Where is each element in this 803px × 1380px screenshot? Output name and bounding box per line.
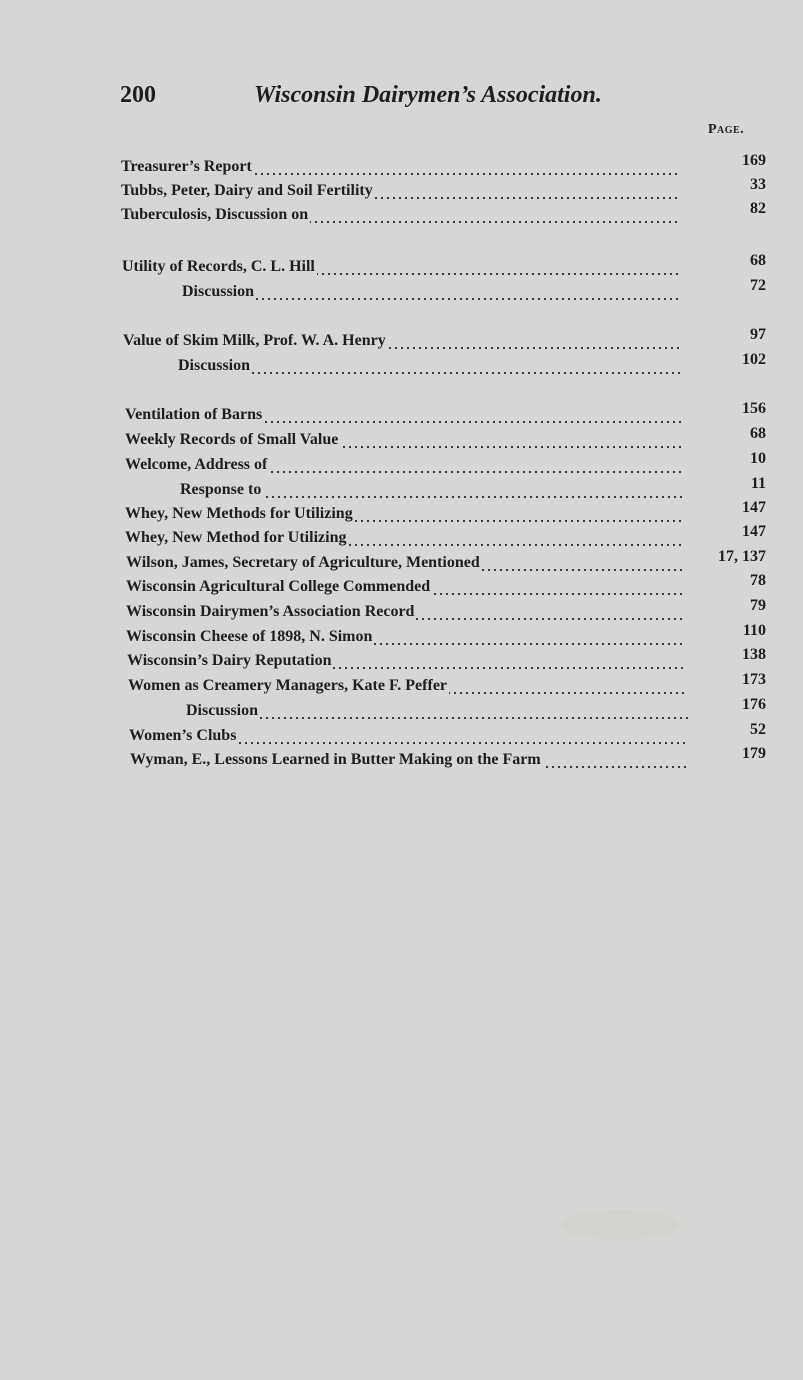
entry-text: Women’s Clubs [129,727,237,744]
entry-page: 10 [750,450,766,467]
index-entry [0,475,803,501]
index-entry [0,152,803,178]
entry-page: 173 [742,671,766,688]
entry-page: 138 [742,646,766,663]
entry-text: Wyman, E., Lessons Learned in Butter Making on the Farm [130,751,541,768]
entry-text: Whey, New Method for Utilizing [125,529,347,546]
index-entry [0,277,803,303]
entry-page: 82 [750,200,766,217]
entry-text: Value of Skim Milk, Prof. W. A. Henry [123,332,386,349]
entry-page: 68 [750,425,766,442]
running-title: Wisconsin Dairymen’s Association. [254,82,602,108]
entry-page: 147 [742,523,766,540]
entry-page: 156 [742,400,766,417]
entry-page: 17, 137 [718,548,766,565]
index-entry [0,200,803,226]
index-entry [0,499,803,525]
index-entry [0,252,803,278]
entry-page: 147 [742,499,766,516]
entry-page: 68 [750,252,766,269]
entry-text: Wilson, James, Secretary of Agriculture, Mentioned [126,554,480,571]
index-entry [0,696,803,722]
entry-page: 72 [750,277,766,294]
index-entry [0,400,803,426]
entry-page: 97 [750,326,766,343]
entry-text: Response to [180,481,262,498]
entry-page: 11 [750,475,766,492]
entry-page: 78 [750,572,766,589]
entry-page: 176 [742,696,766,713]
page-column-label: Page. [708,122,745,137]
entry-text: Utility of Records, C. L. Hill [122,258,315,275]
entry-text: Discussion [182,283,255,300]
index-entry [0,548,803,574]
entry-text: Welcome, Address of [125,456,268,473]
entry-page: 169 [742,152,766,169]
index-entry [0,523,803,549]
entry-text: Tubbs, Peter, Dairy and Soil Fertility [121,182,373,199]
entry-text: Wisconsin Agricultural College Commended [126,578,431,595]
index-entry [0,597,803,623]
entry-text: Wisconsin’s Dairy Reputation [127,652,332,669]
index-entry [0,176,803,202]
index-entry [0,721,803,747]
index-entry [0,572,803,598]
entry-text: Tuberculosis, Discussion on [121,206,309,223]
entry-page: 33 [750,176,766,193]
entry-text: Discussion [178,357,251,374]
entry-page: 179 [742,745,766,762]
entry-text: Weekly Records of Small Value [125,431,339,448]
entry-text: Treasurer’s Report [121,158,252,175]
index-entry [0,646,803,672]
entry-page: 79 [750,597,766,614]
entry-text: Wisconsin Dairymen’s Association Record [126,603,415,620]
index-entry [0,622,803,648]
entry-page: 52 [750,721,766,738]
index-entry [0,425,803,451]
entry-text: Ventilation of Barns [125,406,263,423]
index-entry [0,326,803,352]
index-entry [0,450,803,476]
entry-text: Wisconsin Cheese of 1898, N. Simon [126,628,373,645]
page-number: 200 [120,82,156,108]
index-entry [0,745,803,771]
entry-page: 102 [742,351,766,368]
index-entry [0,351,803,377]
entry-text: Discussion [186,702,259,719]
entry-text: Women as Creamery Managers, Kate F. Peffer [128,677,448,694]
entry-text: Whey, New Methods for Utilizing [125,505,353,522]
entry-page: 110 [742,622,766,639]
index-entry [0,671,803,697]
